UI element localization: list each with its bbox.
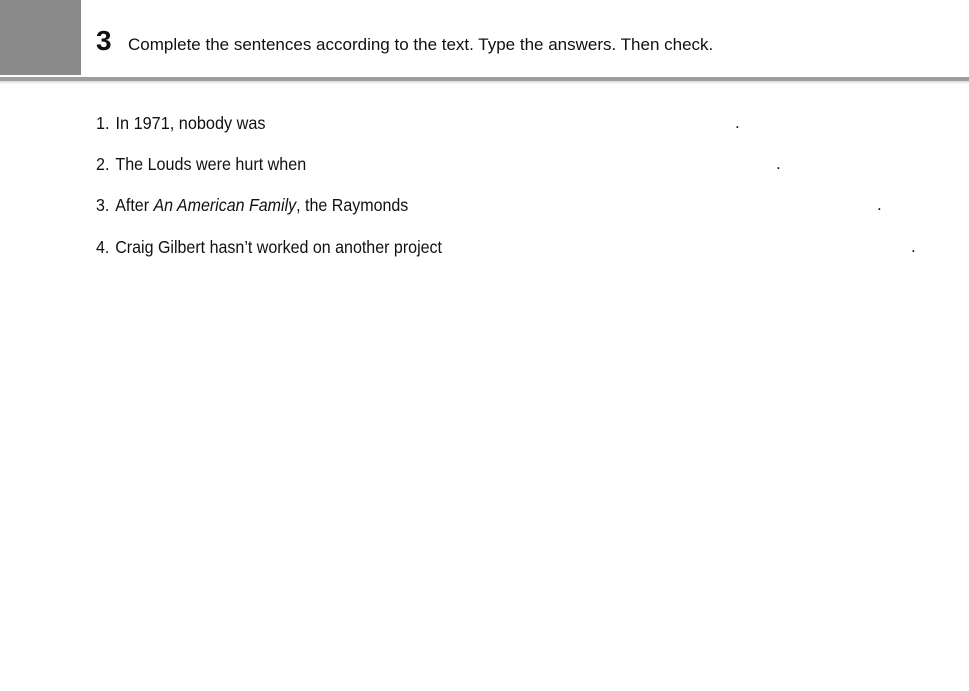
sentence-3	[96, 192, 408, 218]
sentence-end-period: .	[776, 154, 781, 173]
sentence-end-period: .	[911, 237, 916, 256]
sentence-text-after: , the Raymonds	[296, 195, 409, 215]
exercise-number: 3	[96, 25, 112, 56]
sentence-number: 2.	[96, 154, 110, 174]
answer-input-4[interactable]	[449, 234, 909, 260]
answer-input-1[interactable]	[272, 110, 732, 136]
answer-input-3[interactable]	[414, 192, 874, 218]
sentence-text: The Louds were hurt when	[115, 154, 307, 174]
sentence-text-before: After	[115, 195, 154, 215]
header-accent-block	[0, 0, 81, 75]
program-title: An American Family	[153, 195, 297, 215]
sentence-text: In 1971, nobody was	[115, 113, 266, 133]
sentence-number: 4.	[96, 237, 110, 257]
sentence-1	[96, 110, 266, 136]
sentence-2	[96, 151, 306, 177]
sentence-text: Craig Gilbert hasn’t worked on another project	[115, 237, 442, 257]
sentence-number: 1.	[96, 113, 110, 133]
exercise-header	[0, 0, 969, 84]
exercise-instructions: Complete the sentences according to the text. Type the answers. Then check.	[128, 35, 714, 54]
sentence-end-period: .	[877, 195, 882, 214]
sentence-4	[96, 234, 442, 260]
answer-input-2[interactable]	[312, 151, 773, 177]
sentence-end-period: .	[735, 113, 740, 132]
header-divider-shadow	[0, 81, 969, 84]
sentence-number: 3.	[96, 195, 110, 215]
